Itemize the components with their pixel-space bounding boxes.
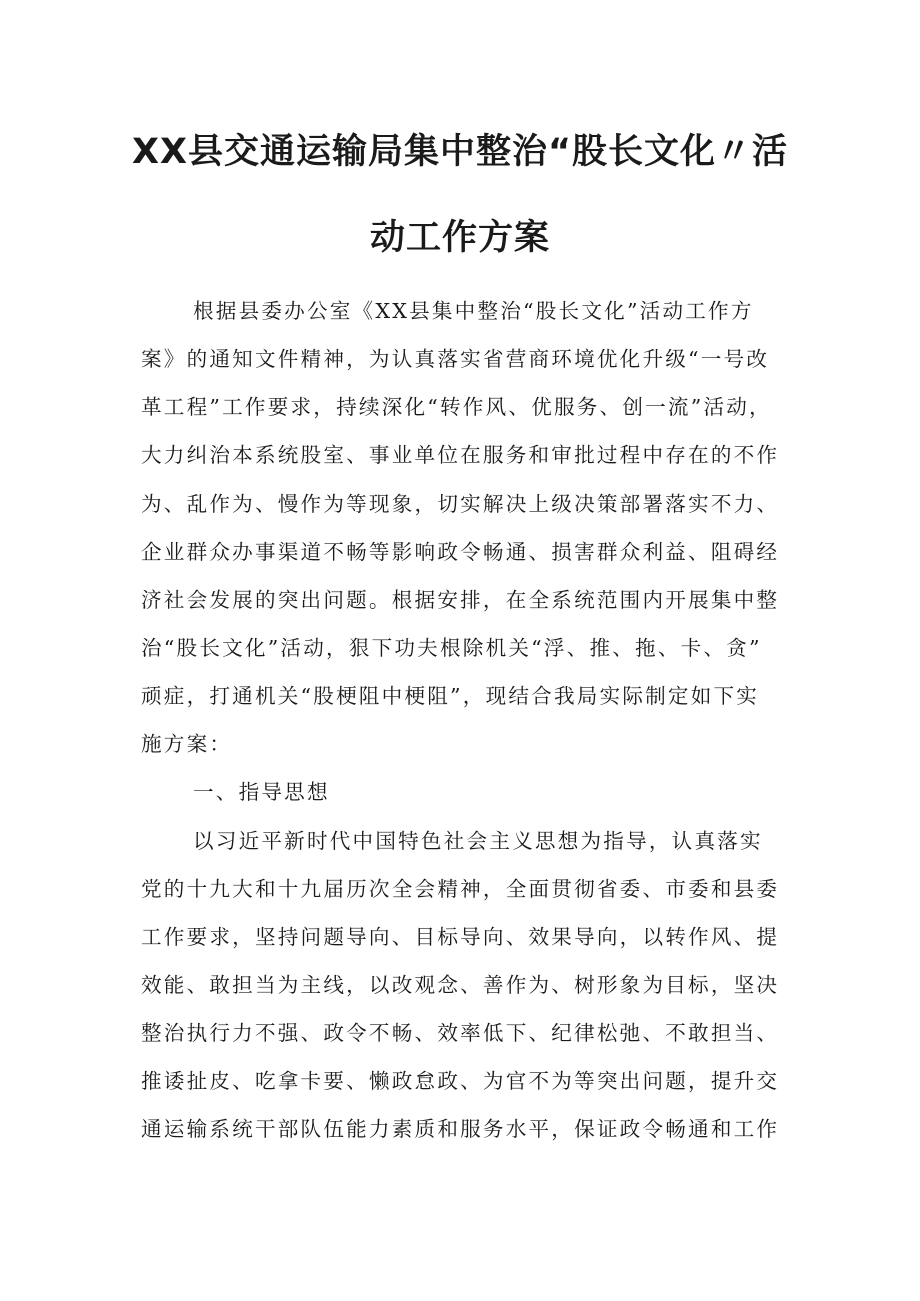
body-line: 通运输系统干部队伍能力素质和服务水平，保证政令畅通和工作 (141, 1117, 780, 1141)
body-line: 大力纠治本系统股室、事业单位在服务和审批过程中存在的不作 (141, 443, 780, 467)
body-line: 施方案： (141, 732, 233, 756)
body-line: 效能、敢担当为主线，以改观念、善作为、树形象为目标，坚决 (141, 973, 780, 997)
body-line: 革工程”工作要求，持续深化“转作风、优服务、创一流”活动， (141, 395, 772, 419)
body-line: 以习近平新时代中国特色社会主义思想为指导，认真落实 (193, 829, 763, 853)
body-line: 济社会发展的突出问题。根据安排，在全系统范围内开展集中整 (141, 588, 780, 612)
document-title-line-2: 动工作方案 (369, 218, 550, 258)
body-line: 治“股长文化”活动，狠下功夫根除机关“浮、推、拖、卡、贪” (141, 636, 762, 660)
document-title-line-1: XX县交通运输局集中整治“股长文化〃活 (132, 132, 788, 172)
section-heading: 一、指导思想 (193, 780, 330, 804)
body-line: 党的十九大和十九届历次全会精神，全面贯彻省委、市委和县委 (141, 877, 780, 901)
body-line: 企业群众办事渠道不畅等影响政令畅通、损害群众利益、阻碍经 (141, 540, 780, 564)
body-line: 根据县委办公室《XX县集中整治“股长文化”活动工作方 (193, 299, 754, 323)
body-line: 推诿扯皮、吃拿卡要、懒政怠政、为官不为等突出问题，提升交 (141, 1069, 780, 1093)
body-line: 案》的通知文件精神，为认真落实省营商环境优化升级“一号改 (141, 347, 770, 371)
body-line: 为、乱作为、慢作为等现象，切实解决上级决策部署落实不力、 (141, 492, 780, 516)
body-line: 整治执行力不强、政令不畅、效率低下、纪律松弛、不敢担当、 (141, 1021, 780, 1045)
body-line: 工作要求，坚持问题导向、目标导向、效果导向，以转作风、提 (141, 925, 780, 949)
body-line: 顽症，打通机关“股梗阻中梗阻”，现结合我局实际制定如下实 (141, 684, 760, 708)
